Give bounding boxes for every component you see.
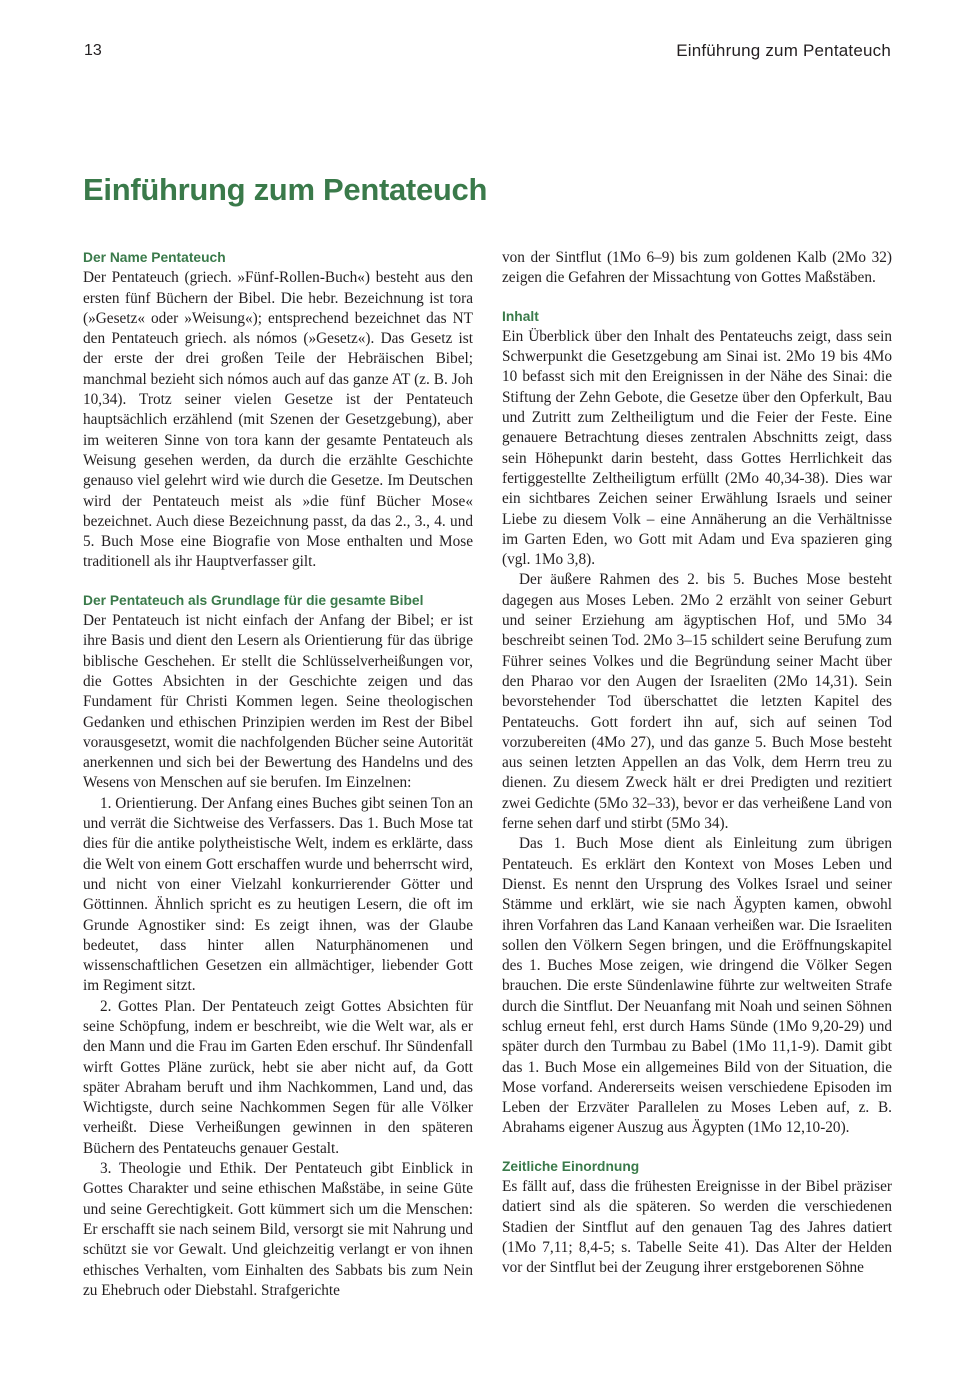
section-heading-chronology: Zeitliche Einordnung — [502, 1158, 640, 1174]
section-heading-content: Inhalt — [502, 308, 539, 324]
paragraph: Der äußere Rahmen des 2. bis 5. Buches Mose besteht dagegen aus Moses Leben. 2Mo 2 erzählt von seiner Geburt und seiner Erziehung am ägyptischen Hof, und 5Mo 34 beschreibt seinen Tod. 2Mo 3–15 schildert seine Berufung zum Führer seines Volkes und die Begründung seiner Macht über den Pharao vor den Augen der Israeliten (2Mo 14,31). Sein bevorstehender Tod überschattet die letzten Kapitel des Pentateuchs. Gott fordert ihn auf, sich auf seinen Tod vorzubereiten (4Mo 27), und das ganze 5. Buch Mose besteht aus seinen letzten Appellen an das Volk, dem Herrn treu zu dienen. Zu diesem Zweck hält er drei Predigten und rezitiert zwei Gedichte (5Mo 32–33), bevor er das verheißene Land von ferne sehen darf und stirbt (5Mo 34). — [502, 571, 892, 833]
left-column — [83, 248, 473, 1301]
right-column — [502, 248, 892, 1279]
running-head: Einführung zum Pentateuch — [676, 41, 891, 60]
paragraph: Das 1. Buch Mose dient als Einleitung zum übrigen Pentateuch. Es erklärt den Kontext von Moses Leben und Dienst. Es nennt den Ursprung des Volkes Israel und seiner Stämme und erklärt, wie sie nach Ägypten kamen, obwohl ihren Vorfahren das Land Kanaan verheißen war. Die Israeliten sollen den Völkern Segen bringen, und die Eröffnungskapitel des 1. Buches Mose zeigen, wie dringend die Völker Segen brauchen. Die erste Sündenlawine führte zur weltweiten Strafe durch die Sintflut. Der Neuanfang mit Noah und seinen Söhnen schlug erneut fehl, erst durch Hams Sünde (1Mo 9,20-29) und später durch den Turmbau zu Babel (1Mo 11,1-9). Damit gibt das 1. Buch Mose ein allgemeines Bild von der Situation, die Mose vorfand. Andererseits weisen verschiedene Episoden im Leben der Erzväter Parallelen zu Moses Leben auf, z. B. Abrahams eigener Auszug aus Ägypten (1Mo 12,10-20). — [502, 835, 892, 1137]
page-title: Einführung zum Pentateuch — [83, 172, 488, 207]
paragraph: von der Sintflut (1Mo 6–9) bis zum goldenen Kalb (2Mo 32) zeigen die Gefahren der Missachtung von Gottes Maßstäben. — [502, 249, 892, 287]
paragraph: Ein Überblick über den Inhalt des Pentateuchs zeigt, dass sein Schwerpunkt die Gesetzgebung am Sinai ist. 2Mo 19 bis 4Mo 10 befasst sich mit den Ereignissen in der Nähe des Sinai: die Stiftung der Zehn Gebote, die Gesetze über den Opferkult, Bau und Zutritt zum Zeltheiligtum und die Feier der Feste. Eine genauere Betrachtung dieses zentralen Abschnitts zeigt, dass sein Höhepunkt darin besteht, dass Gottes Herrlichkeit das fertiggestellte Zeltheiligtum erfüllt (2Mo 40,34-38). Dies war ein sichtbares Zeichen seiner Erwählung Israels und seiner Liebe zu diesem Volk – eine Annäherung an die Verhältnisse im Garten Eden, wo Gott mit Adam und Eva spazieren ging (vgl. 1Mo 3,8). — [502, 327, 892, 569]
section-heading-foundation: Der Pentateuch als Grundlage für die gesamte Bibel — [83, 592, 424, 608]
paragraph: 3. Theologie und Ethik. Der Pentateuch gibt Einblick in Gottes Charakter und seine ethischen Maßstäbe, in seine Güte und seine Gerechtigkeit. Gott kümmert sich um die Menschen: Er erschafft sie nach seinem Bild, versorgt sie mit Nahrung und schützt sie vor Gewalt. Und gleichzeitig verlangt er von ihnen ethisches Verhalten, vom Einhalten des Sabbats bis zum Nein zu Ehebruch oder Diebstahl. Strafgerichte — [83, 1160, 473, 1299]
paragraph: Der Pentateuch (griech. »Fünf-Rollen-Buch«) besteht aus den ersten fünf Büchern der Bibel. Die hebr. Bezeichnung ist tora (»Gesetz« oder »Weisung«); entsprechend bezeichnet das NT den Pentateuch griech. als nómos (»Gesetz«). Das Gesetz ist der erste der drei großen Teile der Hebräischen Bibel; manchmal bezieht sich nómos auch auf das ganze AT (z. B. Joh 10,34). Trotz seiner vielen Gesetze ist der Pentateuch hauptsächlich erzählend (mit Szenen der Gesetzgebung), aber im weiteren Sinne von tora kann der gesamte Pentateuch als Weisung gesehen werden, da durch die erzählte Geschichte genauso viel gelehrt wird wie durch die Gesetze. Im Deutschen wird der Pentateuch meist als »die fünf Bücher Mose« bezeichnet. Auch diese Bezeichnung passt, da das 2., 3., 4. und 5. Buch Mose eine Biografie von Mose enthalten und Mose traditionell als ihr Hauptverfasser gilt. — [83, 269, 473, 571]
section-heading-name: Der Name Pentateuch — [83, 250, 226, 265]
page-number: 13 — [84, 42, 102, 59]
paragraph: 2. Gottes Plan. Der Pentateuch zeigt Gottes Absichten für seine Schöpfung, indem er beschreibt, wie die Welt war, als er den Mann und die Frau im Garten Eden erschuf. Ihr Sündenfall wirft Gottes Pläne zurück, hebt sie aber nicht auf, da Gott später Abraham beruft und ihm Nachkommen, Land und, das Wichtigste, durch seine Nachkommen Segen für alle Völker verheißt. Diese Verheißungen gewinnen in den späteren Büchern des Pentateuchs genauer Gestalt. — [83, 997, 473, 1157]
paragraph: 1. Orientierung. Der Anfang eines Buches gibt seinen Ton an und verrät die Sichtweise des Verfassers. Das 1. Buch Mose tat dies für die antike polytheistische Welt, indem es erklärte, dass die Welt von einem Gott erschaffen wurde und beherrscht wird, und nicht von einer Vielzahl konkurrierender Götter und Göttinnen. Ähnlich spricht es zu heutigen Lesern, die oft im Grunde Agnostiker sind: Es zeigt ihnen, was der Glaube bedeutet, dass hinter allen Naturphänomenen und wissenschaftlichen Gesetzen ein allmächtiger, liebender Gott im Regiment sitzt. — [83, 794, 473, 995]
paragraph: Es fällt auf, dass die frühesten Ereignisse in der Bibel präziser datiert sind als die späteren. So werden die verschiedenen Stadien der Sintflut auf den genauen Tag des Jahres datiert (1Mo 7,11; 8,4-5; s. Tabelle Seite 41). Das Alter der Helden vor der Sintflut bei der Zeugung ihrer erstgeborenen Söhne — [502, 1178, 892, 1277]
paragraph: Der Pentateuch ist nicht einfach der Anfang der Bibel; er ist ihre Basis und dient den Lesern als Orientierung für das übrige biblische Geschehen. Er stellt die Schlüsselverheißungen vor, die Gottes Absichten in der Geschichte zeigen und das Fundament für Christi Kommen legen. Seine theologischen Gedanken und ethischen Prinzipien werden im Rest der Bibel vorausgesetzt, womit die nachfolgenden Bücher seine Autorität anerkennen und sich bei der Bewertung des Handelns und des Wesens von Menschen auf sie berufen. Im Einzelnen: — [83, 612, 473, 792]
